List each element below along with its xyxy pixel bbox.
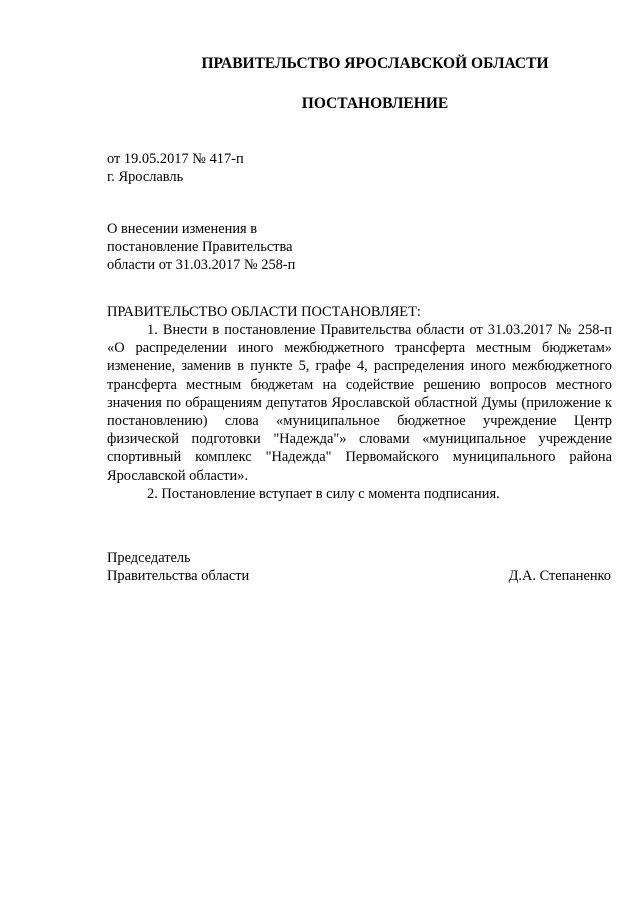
city-line: г. Ярославль — [107, 169, 184, 185]
signatory-name: Д.А. Степаненко — [508, 568, 611, 584]
subject-line-1: О внесении изменения в — [107, 221, 258, 237]
resolution-body — [107, 321, 612, 503]
resolution-item-2: 2. Постановление вступает в силу с момента подписания. — [147, 485, 500, 502]
signatory-title-line-1: Председатель — [107, 550, 191, 566]
subject-line-2: постановление Правительства — [107, 239, 293, 255]
signatory-title-line-2: Правительства области — [107, 568, 250, 584]
resolution-item-1: 1. Внести в постановление Правительства области от 31.03.2017 № 258-п «О распределении иного межбюджетного трансферта местным бюджетам» изменение, заменив в пункте 5, графе 4, распределения иного межбюджетного трансферта местным бюджетам на содействие решению вопросов местного значения по обращениям депутатов Ярославской областной Думы (приложение к постановлению) слова «муниципальное бюджетное учреждение Центр физической подготовки "Надежда"» словами «муниципальное учреждение спортивный комплекс "Надежда" Первомайского муниципального района Ярославской области». — [107, 322, 612, 484]
resolves-heading: ПРАВИТЕЛЬСТВО ОБЛАСТИ ПОСТАНОВЛЯЕТ: — [107, 304, 421, 320]
organization-heading: ПРАВИТЕЛЬСТВО ЯРОСЛАВСКОЙ ОБЛАСТИ — [201, 55, 549, 72]
subject-line-3: области от 31.03.2017 № 258-п — [107, 257, 296, 273]
document-type-heading: ПОСТАНОВЛЕНИЕ — [301, 95, 449, 112]
date-number-line: от 19.05.2017 № 417-п — [107, 151, 244, 167]
